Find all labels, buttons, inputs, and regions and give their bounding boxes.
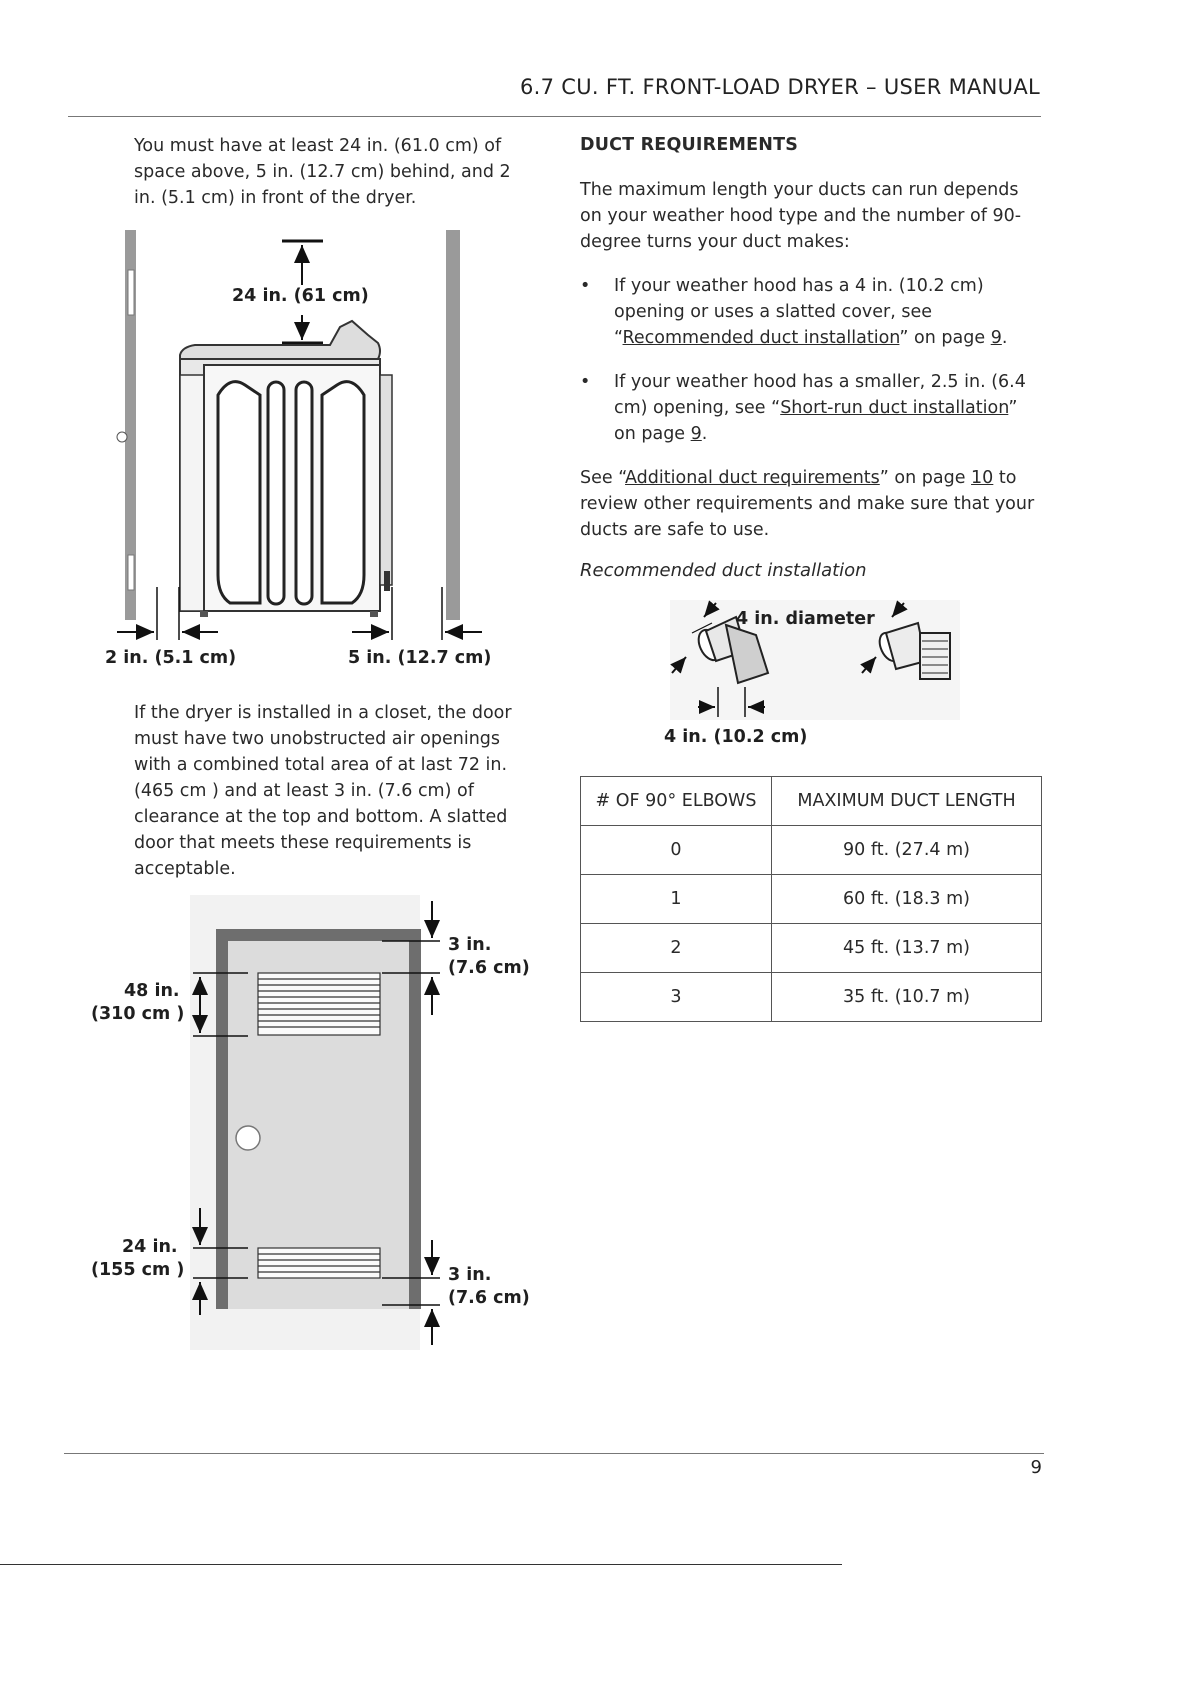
table-row [581,924,1042,973]
duct-requirements-heading: DUCT REQUIREMENTS [580,135,799,155]
bottom-clearance-dim-1: 3 in. [448,1265,492,1285]
document-header-title: 6.7 CU. FT. FRONT-LOAD DRYER – USER MANUAL [520,75,1040,99]
max-length-cell: 60 ft. (18.3 m) [772,875,1042,924]
duct-bullet-list [580,273,1042,465]
bullet-item-2-5in: • If your weather hood has a smaller, 2.5 in. (6.4 cm) opening, see “Short-run duct installation” on page 9. [580,369,1042,447]
table-row [581,826,1042,875]
bullet-mark: • [580,276,591,296]
link-page-10[interactable]: 10 [971,468,994,488]
upper-vent-slats [258,973,380,1035]
dim-behind: 5 in. (12.7 cm) [348,648,492,668]
elbows-cell: 2 [581,924,772,973]
footer-rule [64,1453,1044,1454]
closet-requirements-text: If the dryer is installed in a closet, the door must have two unobstructed air openings with a combined total area of at last 72 in. (465 cm ) and at least 3 in. (7.6 cm) of clearance at the top and bottom. A slatted door that meets these requirements is acceptable. [134,703,512,879]
lower-vent-dim-2: (155 cm ) [91,1260,185,1280]
bullet-item-4in: • If your weather hood has a 4 in. (10.2 cm) opening or uses a slatted cover, see “Recommended duct installation” on page 9. [580,273,1042,351]
closet-door-figure [80,895,540,1350]
page-number: 9 [1030,1457,1042,1478]
link-recommended-duct-installation[interactable]: Recommended duct installation [622,328,900,348]
link-page-9[interactable]: 9 [990,328,1002,348]
max-length-cell: 35 ft. (10.7 m) [772,973,1042,1022]
lower-vent-dim-1: 24 in. [122,1237,178,1257]
elbows-cell: 3 [581,973,772,1022]
link-additional-duct-requirements[interactable]: Additional duct requirements [625,468,880,488]
upper-vent-dim-2: (310 cm ) [91,1004,185,1024]
dim-front: 2 in. (5.1 cm) [105,648,237,668]
bottom-clearance-dim-2: (7.6 cm) [448,1288,530,1308]
link-short-run-duct-installation[interactable]: Short-run duct installation [780,398,1009,418]
header-rule [68,116,1041,117]
lower-vent-slats [258,1248,380,1278]
duct-diameter-label: 4 in. diameter [736,609,875,629]
clearance-intro-text: You must have at least 24 in. (61.0 cm) of space above, 5 in. (12.7 cm) behind, and 2 in. (5.1 cm) in front of the dryer. [134,136,511,208]
duct-length-table [580,776,1042,1022]
top-clearance-dim-2: (7.6 cm) [448,958,530,978]
max-length-cell: 45 ft. (13.7 m) [772,924,1042,973]
column-header-max-length: MAXIMUM DUCT LENGTH [772,777,1042,826]
recommended-duct-subheading: Recommended duct installation [580,560,867,581]
page-bottom-edge [0,1564,842,1565]
weather-hood-figure [650,595,980,755]
elbows-cell: 0 [581,826,772,875]
link-page-9[interactable]: 9 [690,424,702,444]
table-header-row [581,777,1042,826]
duct-length-label: 4 in. (10.2 cm) [664,727,808,747]
dim-above: 24 in. (61 cm) [232,286,369,306]
bullet-mark: • [580,372,591,392]
max-length-cell: 90 ft. (27.4 m) [772,826,1042,875]
additional-requirements-text: See “Additional duct requirements” on page 10 to review other requirements and make sure that your ducts are safe to use. [580,468,1035,540]
column-header-elbows: # OF 90° ELBOWS [581,777,772,826]
dryer-clearance-figure [100,225,520,685]
table-row [581,875,1042,924]
table-row [581,973,1042,1022]
elbows-cell: 1 [581,875,772,924]
duct-intro-text: The maximum length your ducts can run depends on your weather hood type and the number of 90-degree turns your duct makes: [580,180,1022,252]
upper-vent-dim-1: 48 in. [124,981,180,1001]
top-clearance-dim-1: 3 in. [448,935,492,955]
